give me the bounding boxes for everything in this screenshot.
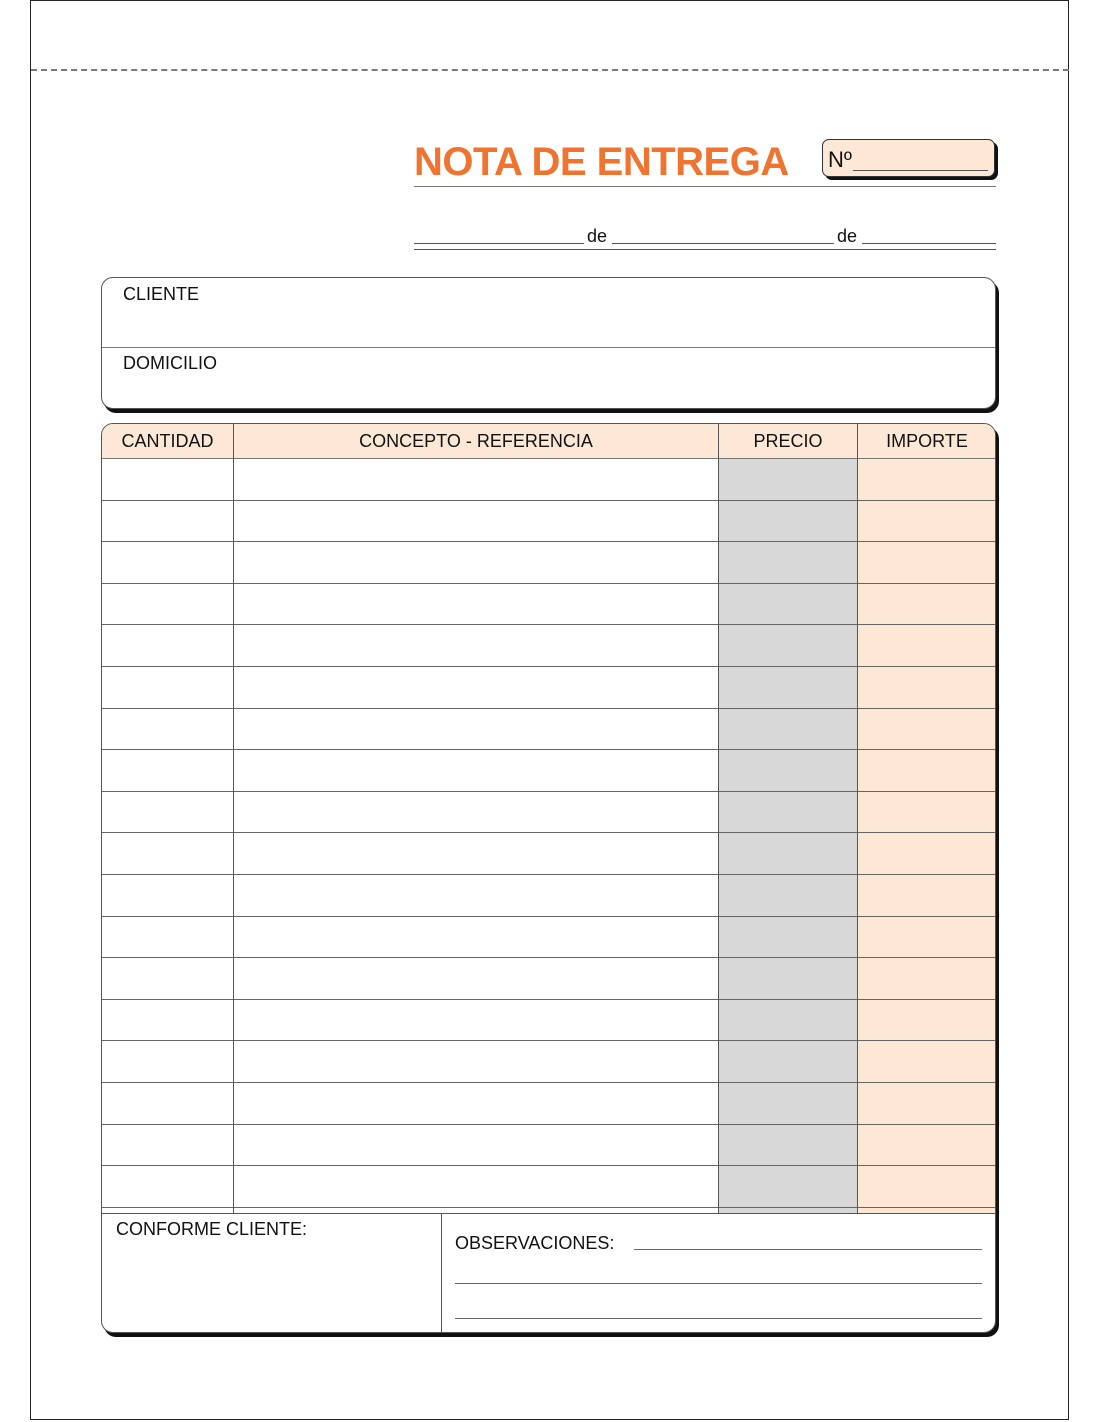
column-divider xyxy=(718,424,719,1214)
column-header-importe: IMPORTE xyxy=(886,431,968,451)
document-number-line xyxy=(853,170,988,171)
table-row[interactable] xyxy=(102,917,995,959)
client-label: CLIENTE xyxy=(123,284,200,304)
table-row[interactable] xyxy=(102,958,995,1000)
table-row[interactable] xyxy=(102,501,995,543)
row-divider xyxy=(102,1207,995,1208)
table-row[interactable] xyxy=(102,625,995,667)
date-day-line[interactable] xyxy=(414,243,584,244)
observaciones-line[interactable] xyxy=(455,1318,982,1319)
client-divider xyxy=(102,347,995,348)
table-header xyxy=(102,424,995,459)
table-row[interactable] xyxy=(102,1000,995,1042)
document-title: NOTA DE ENTREGA xyxy=(414,140,789,184)
date-connector: de xyxy=(587,226,608,246)
table-row[interactable] xyxy=(102,1041,995,1083)
conforme-cliente-label: CONFORME CLIENTE: xyxy=(116,1219,308,1239)
table-row[interactable] xyxy=(102,792,995,834)
table-row[interactable] xyxy=(102,667,995,709)
date-year-line[interactable] xyxy=(862,243,996,244)
title-rule xyxy=(414,186,996,187)
items-table xyxy=(101,423,996,1333)
date-field[interactable] xyxy=(414,226,996,246)
column-header-precio: PRECIO xyxy=(753,431,823,451)
column-divider xyxy=(857,424,858,1214)
observaciones-line[interactable] xyxy=(455,1283,982,1284)
document-number-field[interactable] xyxy=(822,139,995,177)
column-header-cantidad: CANTIDAD xyxy=(121,431,214,451)
observaciones-line[interactable] xyxy=(634,1249,982,1250)
table-row[interactable] xyxy=(102,542,995,584)
table-row[interactable] xyxy=(102,833,995,875)
date-connector: de xyxy=(837,226,858,246)
address-label: DOMICILIO xyxy=(123,353,218,373)
table-row[interactable] xyxy=(102,459,995,501)
observaciones-label: OBSERVACIONES: xyxy=(455,1233,615,1253)
table-row[interactable] xyxy=(102,709,995,751)
table-row[interactable] xyxy=(102,584,995,626)
table-row[interactable] xyxy=(102,875,995,917)
footer-divider xyxy=(102,1213,995,1214)
column-divider xyxy=(233,424,234,1214)
table-row[interactable] xyxy=(102,1166,995,1208)
date-rule xyxy=(414,249,996,250)
column-header-concepto: CONCEPTO - REFERENCIA xyxy=(359,431,593,451)
date-month-line[interactable] xyxy=(612,243,834,244)
client-section xyxy=(101,277,996,409)
table-row[interactable] xyxy=(102,1125,995,1167)
table-row[interactable] xyxy=(102,1083,995,1125)
table-row[interactable] xyxy=(102,750,995,792)
footer-column-divider xyxy=(441,1213,442,1333)
perforation-line xyxy=(31,69,1069,71)
document-number-label: Nº xyxy=(828,147,852,172)
